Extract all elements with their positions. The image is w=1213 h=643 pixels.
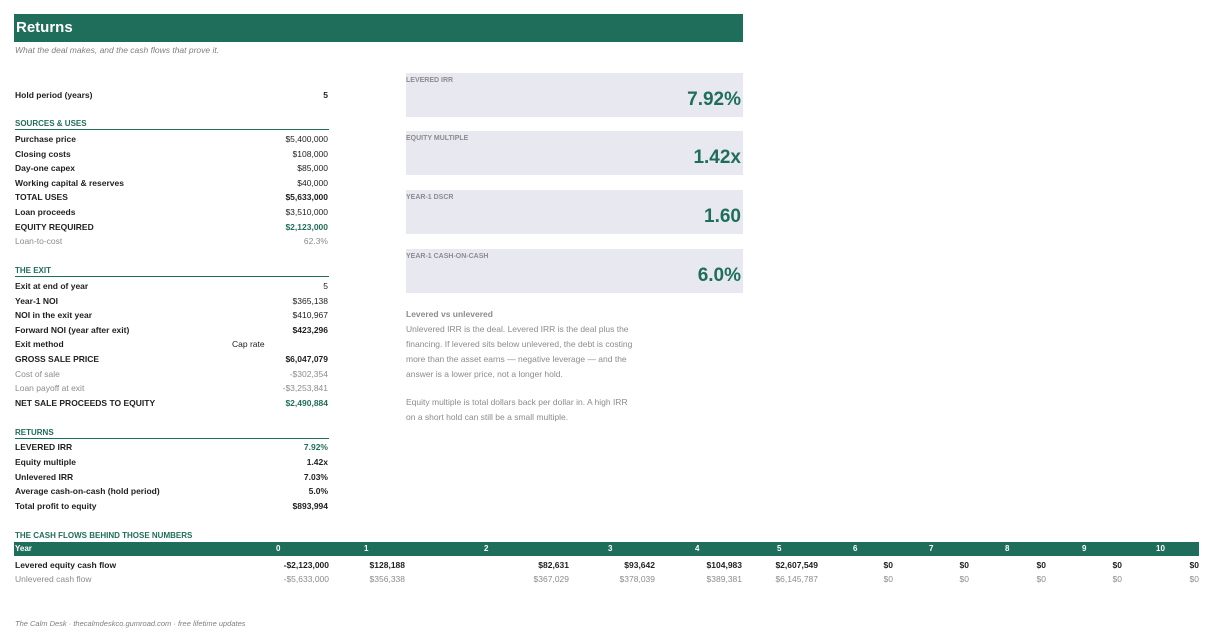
exit-row-value: $365,138 xyxy=(292,295,328,306)
sources-uses-row-value[interactable]: $5,400,000 xyxy=(285,134,328,144)
sources-uses-row-label: Closing costs xyxy=(15,148,71,159)
exit-row-label: Forward NOI (year after exit) xyxy=(15,324,130,335)
unlevered-cf-label: Unlevered cash flow xyxy=(15,574,92,584)
year-column-header: 7 xyxy=(929,544,934,553)
kpi-cash-on-cash xyxy=(406,249,743,293)
footer: The Calm Desk · thecalmdeskco.gumroad.com · free lifetime updates xyxy=(15,619,246,628)
exit-method-select[interactable]: Cap rate xyxy=(232,339,265,350)
exit-row-value: -$302,354 xyxy=(289,368,328,379)
sources-uses-row-label: Working capital & reserves xyxy=(15,177,124,188)
exit-row-value[interactable]: 5 xyxy=(323,281,328,291)
levered-cf-cell: $0 xyxy=(1036,560,1046,570)
exit-row-label: Exit at end of year xyxy=(15,281,89,291)
exit-row-value: $410,967 xyxy=(292,310,328,321)
unlevered-cf-cell: $0 xyxy=(959,574,969,584)
levered-cf-cell: $82,631 xyxy=(538,560,569,570)
returns-row-value: 7.92% xyxy=(303,442,328,452)
unlevered-cf-cell: $356,338 xyxy=(369,574,405,584)
levered-cf-cell: $0 xyxy=(959,560,969,570)
sources-uses-row-value: $5,633,000 xyxy=(285,192,328,203)
cashflows-header: THE CASH FLOWS BEHIND THOSE NUMBERS xyxy=(15,531,193,540)
sources-uses-row-label: Loan proceeds xyxy=(15,207,76,217)
levered-cf-cell: $2,607,549 xyxy=(775,560,818,570)
unlevered-cf-cell: $0 xyxy=(883,574,893,584)
sources-uses-row-value[interactable]: $40,000 xyxy=(297,177,328,188)
year-column-header: 8 xyxy=(1005,544,1010,553)
returns-row-value: 7.03% xyxy=(303,471,328,482)
kpi-value: 7.92% xyxy=(687,89,741,110)
year-column-header: 4 xyxy=(695,544,700,553)
exit-row-label: Loan payoff at exit xyxy=(15,383,85,394)
exit-row-label: Exit method xyxy=(15,339,64,350)
exit-row-value: $423,296 xyxy=(292,324,328,335)
levered-cf-cell: $0 xyxy=(883,560,893,570)
exit-row-label: Year-1 NOI xyxy=(15,295,58,306)
unlevered-cf-cell: -$5,633,000 xyxy=(283,574,329,584)
year-column-header: 5 xyxy=(777,544,782,553)
exit-row-label: GROSS SALE PRICE xyxy=(15,354,100,364)
exit-row-value: -$3,253,841 xyxy=(282,383,328,394)
exit-row-label: Cost of sale xyxy=(15,368,60,379)
returns-header: RETURNS xyxy=(15,428,329,439)
year-column-header: 9 xyxy=(1082,544,1087,553)
notes-paragraph-2: Equity multiple is total dollars back per dollar in. A high IRR on a short hold can still be a small multiple. xyxy=(406,397,628,422)
levered-cf-cell: $93,642 xyxy=(624,560,655,570)
kpi-dscr xyxy=(406,190,743,234)
hold-period-label: Hold period (years) xyxy=(15,90,93,100)
unlevered-cf-cell: $367,029 xyxy=(533,574,569,584)
kpi-value: 1.60 xyxy=(704,206,741,227)
title-bar xyxy=(14,14,743,42)
kpi-equity-multiple xyxy=(406,131,743,175)
page-subtitle: What the deal makes, and the cash flows that prove it. xyxy=(15,45,220,55)
returns-row-label: Unlevered IRR xyxy=(15,471,74,482)
levered-cf-cell: $0 xyxy=(1112,560,1122,570)
sources-uses-header: SOURCES & USES xyxy=(15,119,329,130)
year-column-label: Year xyxy=(15,544,32,553)
returns-row-label: LEVERED IRR xyxy=(15,442,73,452)
sources-uses-row-label: Day-one capex xyxy=(15,163,75,174)
unlevered-cf-cell: $378,039 xyxy=(619,574,655,584)
kpi-label: EQUITY MULTIPLE xyxy=(406,135,469,142)
hold-period-value[interactable]: 5 xyxy=(323,90,328,100)
kpi-levered-irr xyxy=(406,73,743,117)
sources-uses-row-label: Purchase price xyxy=(15,134,76,144)
returns-row-label: Average cash-on-cash (hold period) xyxy=(15,486,160,497)
page-title: Returns xyxy=(16,19,73,36)
levered-cf-label: Levered equity cash flow xyxy=(15,560,117,570)
exit-row-value: $6,047,079 xyxy=(285,354,328,364)
year-column-header: 10 xyxy=(1156,544,1165,553)
kpi-value: 6.0% xyxy=(697,265,741,286)
kpi-label: YEAR-1 DSCR xyxy=(406,194,454,201)
returns-row-value: $893,994 xyxy=(292,501,328,512)
sources-uses-row-value[interactable]: $108,000 xyxy=(292,148,328,159)
returns-row-value: 5.0% xyxy=(308,486,328,497)
levered-cf-cell: -$2,123,000 xyxy=(283,560,329,570)
sources-uses-row-label: Loan-to-cost xyxy=(15,236,63,247)
levered-cf-cell: $128,188 xyxy=(369,560,405,570)
sources-uses-row-value[interactable]: $3,510,000 xyxy=(285,207,328,217)
year-column-header: 0 xyxy=(276,544,281,553)
returns-row-label: Equity multiple xyxy=(15,456,76,467)
sources-uses-row-label: EQUITY REQUIRED xyxy=(15,221,94,232)
exit-row-label: NET SALE PROCEEDS TO EQUITY xyxy=(15,397,156,408)
year-column-header: 1 xyxy=(364,544,369,553)
cashflows-header-row xyxy=(14,542,1199,556)
year-column-header: 3 xyxy=(608,544,613,553)
kpi-value: 1.42x xyxy=(693,147,741,168)
unlevered-cf-cell: $0 xyxy=(1112,574,1122,584)
sources-uses-row-value: $2,123,000 xyxy=(285,221,328,232)
sources-uses-row-value[interactable]: $85,000 xyxy=(297,163,328,174)
levered-cf-cell: $0 xyxy=(1189,560,1199,570)
notes-paragraph-1: Unlevered IRR is the deal. Levered IRR is the deal plus the financing. If levered sits below unlevered, the debt is costing more than the asset earns — negative leverage — and the answer is a lower price, not a longer hold. xyxy=(406,324,633,379)
year-column-header: 2 xyxy=(484,544,489,553)
levered-cf-cell: $104,983 xyxy=(706,560,742,570)
exit-row-value: $2,490,884 xyxy=(285,397,328,408)
returns-row-label: Total profit to equity xyxy=(15,501,97,512)
exit-header: THE EXIT xyxy=(15,266,329,277)
sources-uses-row-value: 62.3% xyxy=(303,236,328,247)
exit-row-label: NOI in the exit year xyxy=(15,310,92,321)
returns-row-value: 1.42x xyxy=(306,456,328,467)
unlevered-cf-cell: $0 xyxy=(1036,574,1046,584)
unlevered-cf-cell: $389,381 xyxy=(706,574,742,584)
kpi-label: YEAR-1 CASH-ON-CASH xyxy=(406,253,489,260)
kpi-label: LEVERED IRR xyxy=(406,77,454,84)
notes-heading: Levered vs unlevered xyxy=(406,309,493,319)
year-column-header: 6 xyxy=(853,544,858,553)
unlevered-cf-cell: $0 xyxy=(1189,574,1199,584)
sources-uses-row-label: TOTAL USES xyxy=(15,192,68,203)
unlevered-cf-cell: $6,145,787 xyxy=(775,574,818,584)
